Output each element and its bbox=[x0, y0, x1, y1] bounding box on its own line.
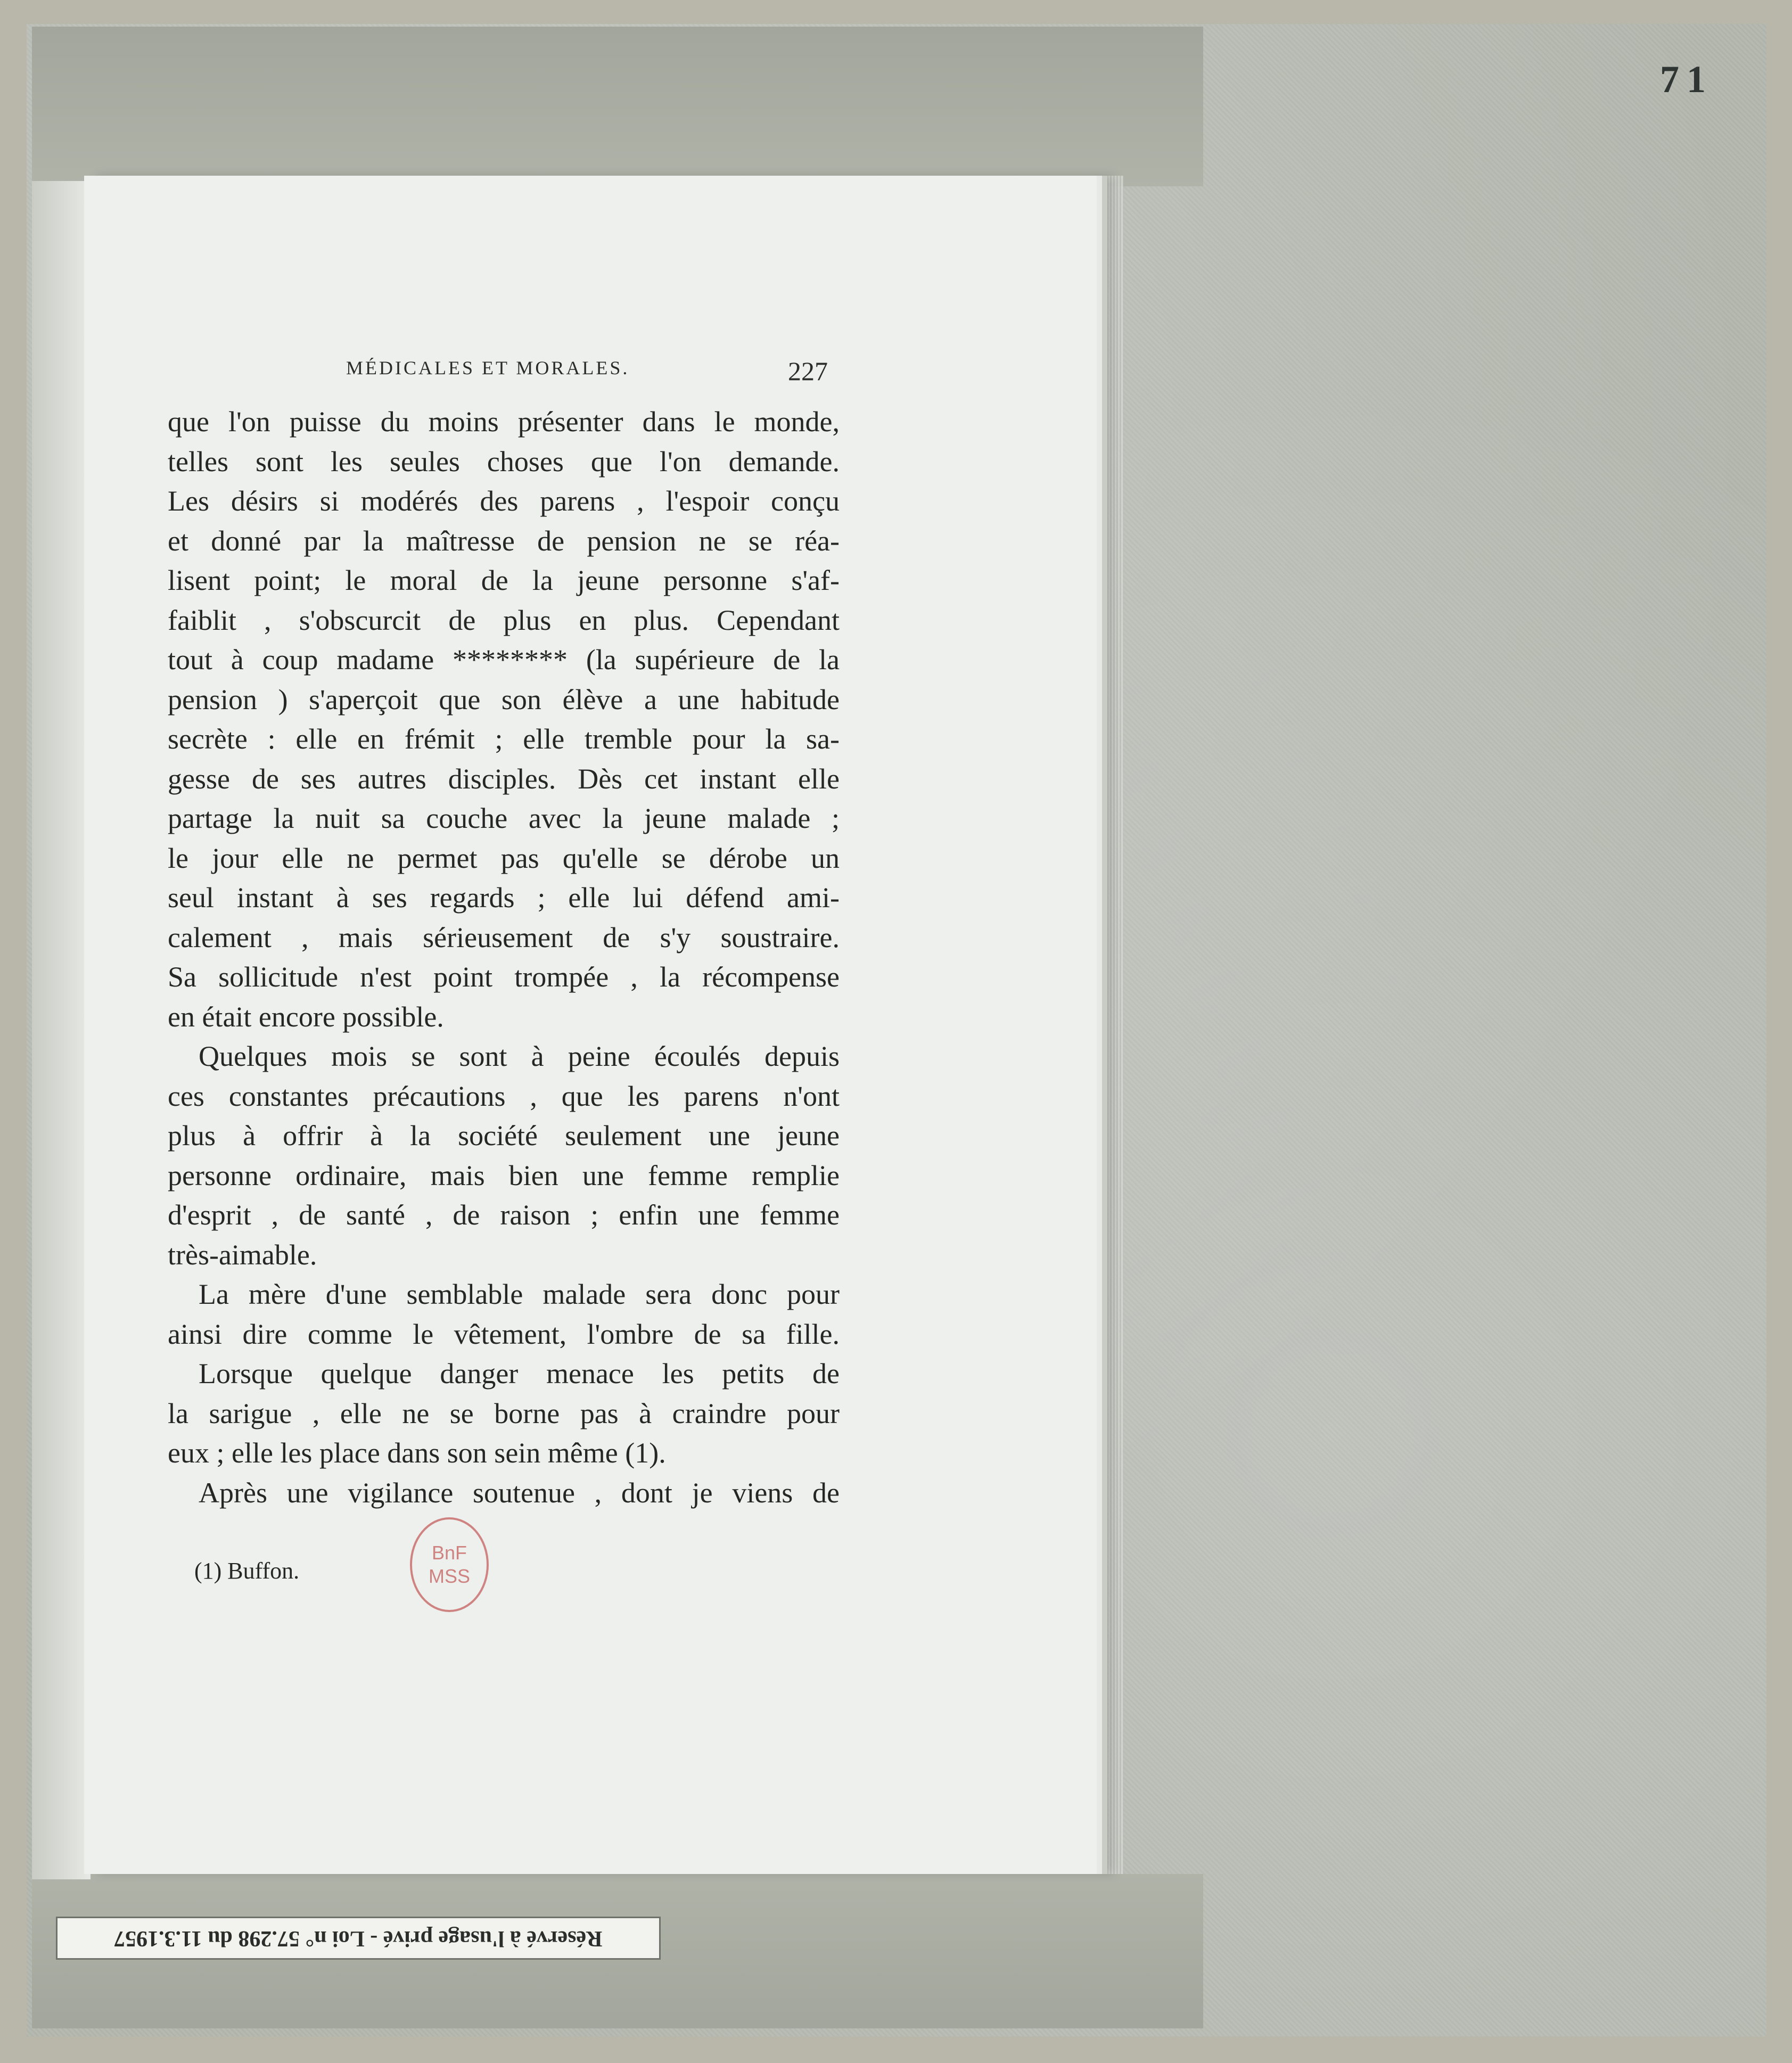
reservation-label bbox=[56, 1917, 661, 1960]
body-text bbox=[168, 402, 840, 1513]
running-head: MÉDICALES ET MORALES. bbox=[346, 357, 630, 379]
text-line: Quelques mois se sont à peine écoulés depuis bbox=[199, 1040, 840, 1072]
text-line: ces constantes précautions , que les parens n'ont bbox=[168, 1080, 840, 1112]
text-line: personne ordinaire, mais bien une femme remplie bbox=[168, 1159, 840, 1191]
text-line: partage la nuit sa couche avec la jeune malade ; bbox=[168, 802, 840, 834]
text-line: très-aimable. bbox=[168, 1238, 317, 1271]
text-line: seul instant à ses regards ; elle lui défend ami- bbox=[168, 882, 840, 914]
stamp-line-1: BnF bbox=[431, 1542, 467, 1564]
library-stamp bbox=[410, 1517, 489, 1612]
text-line: eux ; elle les place dans son sein même (1). bbox=[168, 1437, 666, 1469]
text-line: en était encore possible. bbox=[168, 1000, 444, 1033]
text-line: calement , mais sérieusement de s'y soustraire. bbox=[168, 921, 840, 954]
text-line: pension ) s'aperçoit que son élève a une habitude bbox=[168, 683, 840, 716]
text-line: d'esprit , de santé , de raison ; enfin une femme bbox=[168, 1199, 840, 1231]
footnote: (1) Buffon. bbox=[194, 1558, 300, 1584]
text-line: gesse de ses autres disciples. Dès cet instant elle bbox=[168, 762, 840, 795]
text-line: lisent point; le moral de la jeune personne s'af- bbox=[168, 564, 840, 596]
text-line: Après une vigilance soutenue , dont je viens de bbox=[199, 1476, 840, 1509]
text-line: La mère d'une semblable malade sera donc pour bbox=[199, 1278, 840, 1310]
text-line: secrète : elle en frémit ; elle tremble pour la sa- bbox=[168, 723, 840, 755]
text-line: plus à offrir à la société seulement une jeune bbox=[168, 1120, 840, 1152]
reservation-label-text: Réservé à l'usage privé - Loi n° 57.298 du 11.3.1957 bbox=[114, 1926, 603, 1951]
text-line: faiblit , s'obscurcit de plus en plus. Cependant bbox=[168, 604, 840, 636]
text-line: et donné par la maîtresse de pension ne se réa- bbox=[168, 524, 840, 557]
text-line: Les désirs si modérés des parens , l'espoir conçu bbox=[168, 485, 840, 517]
text-line: Sa sollicitude n'est point trompée , la récompense bbox=[168, 961, 840, 993]
text-line: le jour elle ne permet pas qu'elle se dérobe un bbox=[168, 842, 840, 874]
photo-shadow-top bbox=[32, 27, 1203, 186]
text-line: telles sont les seules choses que l'on demande. bbox=[168, 445, 840, 478]
text-line: la sarigue , elle ne se borne pas à craindre pour bbox=[168, 1397, 840, 1429]
stamp-line-2: MSS bbox=[428, 1565, 470, 1587]
text-line: que l'on puisse du moins présenter dans le monde, bbox=[168, 406, 840, 438]
folio-number: 71 bbox=[1660, 58, 1713, 101]
text-line: Lorsque quelque danger menace les petits de bbox=[199, 1358, 840, 1390]
photo-margin-left bbox=[32, 181, 91, 1879]
text-line: tout à coup madame ******** (la supérieure de la bbox=[168, 644, 840, 676]
page-number: 227 bbox=[788, 356, 828, 386]
text-line: ainsi dire comme le vêtement, l'ombre de sa fille. bbox=[168, 1318, 840, 1350]
